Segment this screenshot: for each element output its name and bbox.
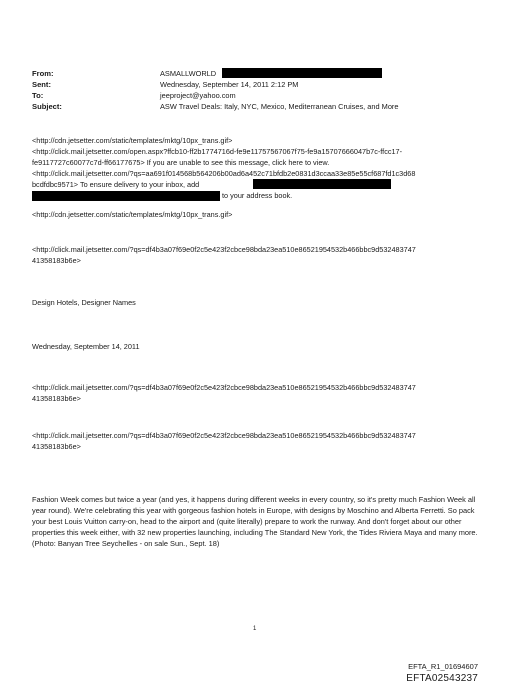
from-label: From: — [32, 69, 54, 78]
from-value: ASMALLWORLD — [160, 69, 217, 78]
body-line-delivery-link: <http://click.mail.jetsetter.com/?qs=aa691f014568b564206b00ad6a452c71bfdb2e0831d3ccaa33e85e55cf687fd1c3d68 — [32, 169, 416, 178]
body-link-b1: <http://click.mail.jetsetter.com/?qs=df4b3a07f69e0f2c5e423f2cbce98bda23ea510e86521954532b466bbc9d532483747 — [32, 383, 416, 392]
body-link-c1: <http://click.mail.jetsetter.com/?qs=df4b3a07f69e0f2c5e423f2cbce98bda23ea510e86521954532b466bbc9d532483747 — [32, 431, 416, 440]
sent-label: Sent: — [32, 80, 51, 89]
to-label: To: — [32, 91, 44, 100]
bates-number-large: EFTA02543237 — [406, 673, 478, 684]
to-value: jeeproject@yahoo.com — [160, 91, 236, 100]
bates-number-small: EFTA_R1_01694607 — [408, 662, 478, 671]
body-paragraph: Fashion Week comes but twice a year (and yes, it happens during different weeks in every country, so it's pretty much Fashion Week all year round). We're celebrating this year with gorgeous fashion hotels in Europe, with designs by Moschino and Alberta Ferretti. So pack your best Louis Vuitton carry-on, head to the airport and (quite literally) prepare to work the runway. And don't forget about our other properties this week either, with 32 new properties launching, including The Standard New York, the Tides Riviera Maya and many more. (Photo: Banyan Tree Seychelles - on sale Sun., Sept. 18) — [32, 495, 478, 548]
body-link-b2: 41358183b6e> — [32, 394, 81, 403]
redaction-bar — [222, 68, 382, 78]
sent-value: Wednesday, September 14, 2011 2:12 PM — [160, 80, 299, 89]
body-line-trans-gif-2: <http://cdn.jetsetter.com/static/templates/mktg/10px_trans.gif> — [32, 210, 233, 219]
body-line-trans-gif: <http://cdn.jetsetter.com/static/templates/mktg/10px_trans.gif> — [32, 136, 233, 145]
subject-value: ASW Travel Deals: Italy, NYC, Mexico, Mediterranean Cruises, and More — [160, 102, 399, 111]
body-link-a1: <http://click.mail.jetsetter.com/?qs=df4b3a07f69e0f2c5e423f2cbce98bda23ea510e86521954532b466bbc9d532483747 — [32, 245, 416, 254]
body-line-view-notice: fe9117727c60077c7d-ff66177675> If you are unable to see this message, click here to view. — [32, 158, 330, 167]
body-link-c2: 41358183b6e> — [32, 442, 81, 451]
subject-label: Subject: — [32, 102, 62, 111]
email-date: Wednesday, September 14, 2011 — [32, 342, 140, 351]
redaction-bar — [32, 191, 220, 201]
redaction-bar — [253, 179, 391, 189]
section-title: Design Hotels, Designer Names — [32, 298, 136, 307]
body-line-address-book: to your address book. — [222, 191, 293, 200]
body-line-delivery-text: bcdfdbc9571> To ensure delivery to your inbox, add — [32, 180, 200, 189]
body-link-a2: 41358183b6e> — [32, 256, 81, 265]
page-number: 1 — [253, 626, 257, 632]
body-line-open-link: <http://click.mail.jetsetter.com/open.aspx?ffcb10-ff2b1774716d-fe9e11757567067f75-fe9a15707666047b7c-ffcc17- — [32, 147, 403, 156]
